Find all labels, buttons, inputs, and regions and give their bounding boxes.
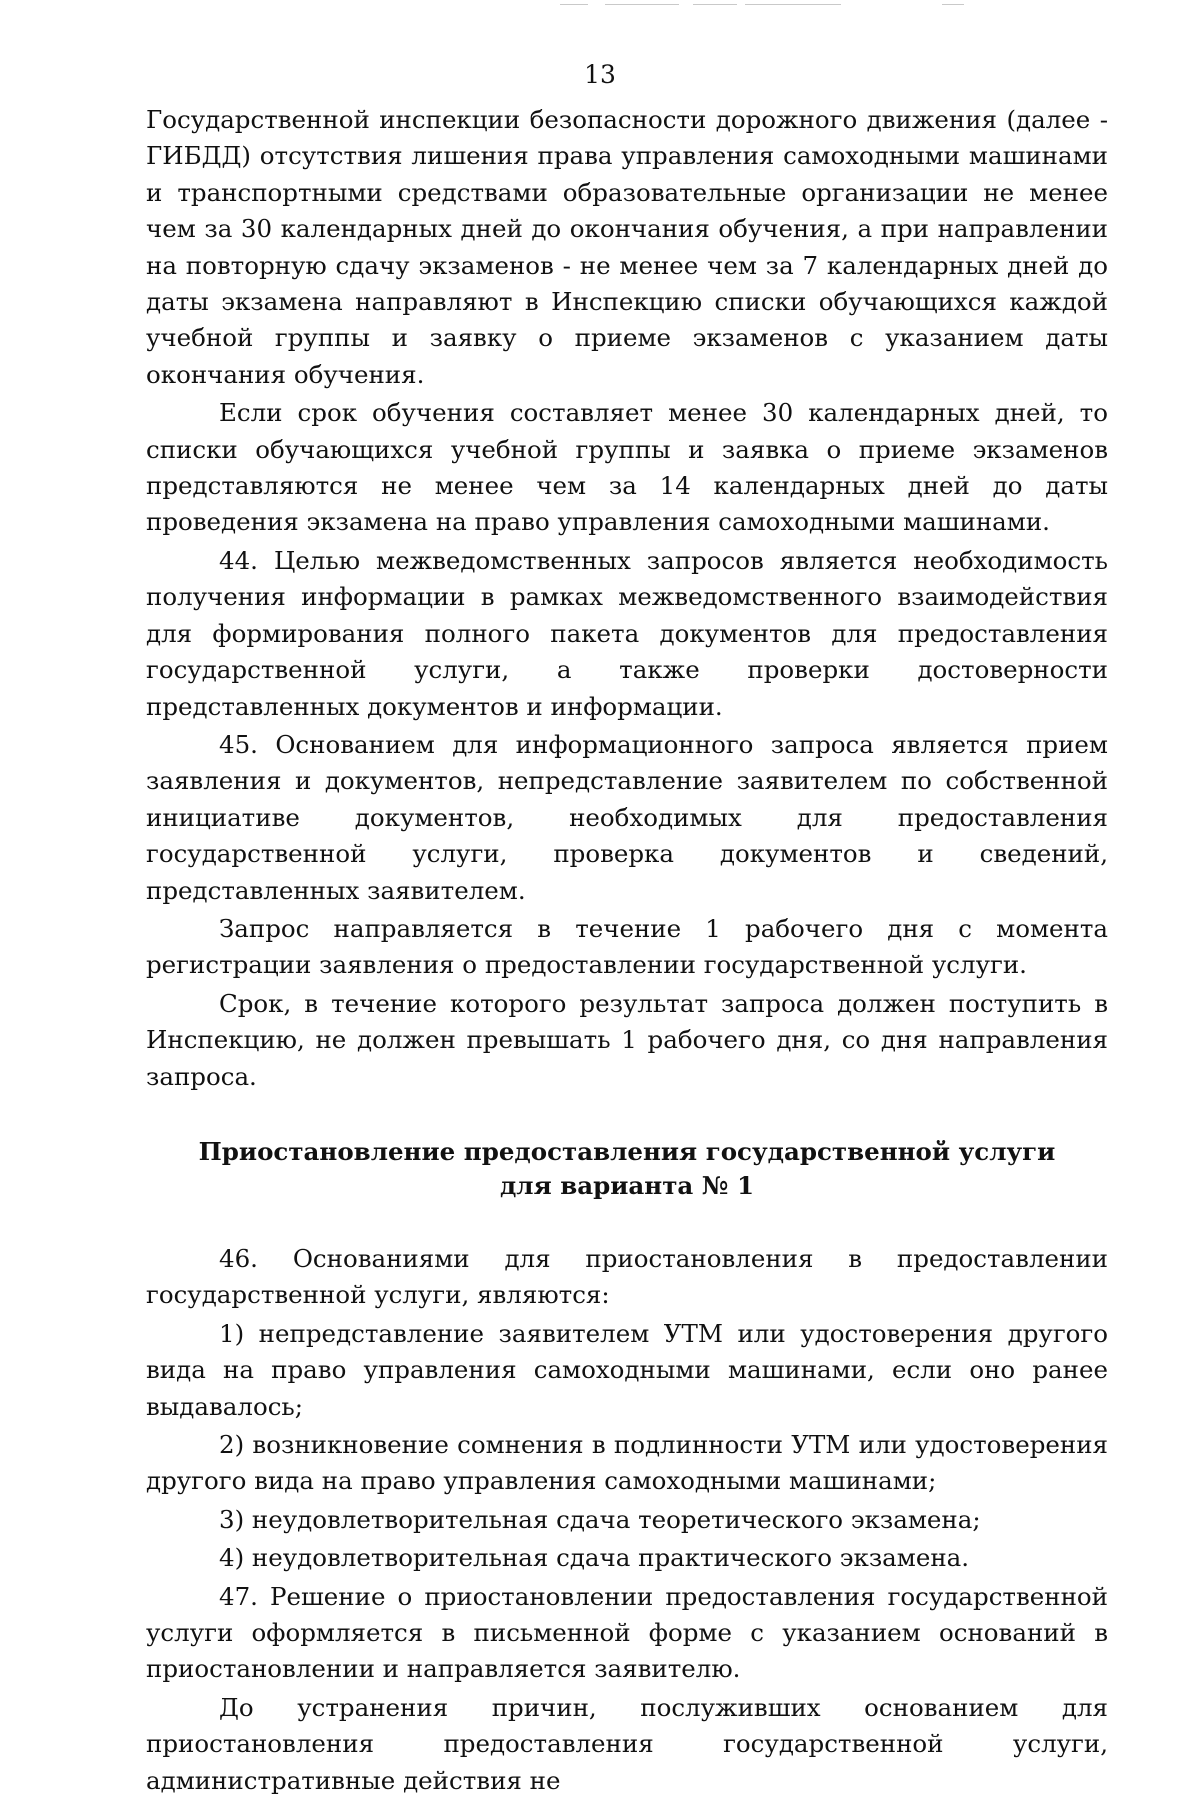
document-body	[146, 102, 1108, 1799]
paragraph-until-elimination: До устранения причин, послуживших основанием для приостановления предоставления государственной услуги, административные действия не	[146, 1692, 1108, 1795]
section-heading-line-1: Приостановление предоставления государственной услуги	[198, 1136, 1056, 1166]
list-item-2: 2) возникновение сомнения в подлинности УТМ или удостоверения другого вида на право управления самоходными машинами;	[146, 1430, 1108, 1496]
section-heading-line-2: для варианта № 1	[499, 1170, 755, 1200]
paragraph-gibdd-lists: Государственной инспекции безопасности дорожного движения (далее - ГИБДД) отсутствия лишения права управления самоходными машинами и транспортными средствами образовательные организации не менее чем за 30 календарных дней до окончания обучения, а при направлении на повторную сдачу экзаменов - не менее чем за 7 календарных дней до даты экзамена направляют в Инспекцию списки обучающихся каждой учебной группы и заявку о приеме экзаменов с указанием даты окончания обучения.	[146, 105, 1108, 389]
paragraph-47: 47. Решение о приостановлении предоставления государственной услуги оформляется в письменной форме с указанием оснований в приостановлении и направляется заявителю.	[146, 1581, 1108, 1684]
paragraph-response-deadline: Срок, в течение которого результат запроса должен поступить в Инспекцию, не должен превышать 1 рабочего дня, со дня направления запроса.	[146, 988, 1108, 1091]
page-number: 13	[584, 60, 616, 89]
paragraph-46: 46. Основаниями для приостановления в предоставлении государственной услуги, являются:	[146, 1243, 1108, 1310]
paragraph-short-training: Если срок обучения составляет менее 30 календарных дней, то списки обучающихся учебной группы и заявка о приеме экзаменов представляются не менее чем за 14 календарных дней до даты проведения экзамена на право управления самоходными машинами.	[146, 398, 1108, 537]
paragraph-45: 45. Основанием для информационного запроса является прием заявления и документов, непредставление заявителем по собственной инициативе документов, необходимых для предоставления государственной услуги, проверка документов и сведений, представленных заявителем.	[146, 729, 1108, 905]
scan-artifact-marks	[560, 4, 1000, 7]
paragraph-request-timing: Запрос направляется в течение 1 рабочего дня с момента регистрации заявления о предоставлении государственной услуги.	[146, 913, 1108, 980]
list-item-1: 1) непредставление заявителем УТМ или удостоверения другого вида на право управления самоходными машинами, если оно ранее выдавалось;	[146, 1318, 1108, 1421]
list-item-4: 4) неудовлетворительная сдача практического экзамена.	[219, 1543, 970, 1573]
paragraph-44: 44. Целью межведомственных запросов является необходимость получения информации в рамках межведомственного взаимодействия для формирования полного пакета документов для предоставления государственной услуги, а также проверки достоверности представленных документов и информации.	[146, 545, 1108, 721]
list-item-3: 3) неудовлетворительная сдача теоретического экзамена;	[219, 1504, 981, 1534]
section-heading	[146, 1135, 1108, 1203]
